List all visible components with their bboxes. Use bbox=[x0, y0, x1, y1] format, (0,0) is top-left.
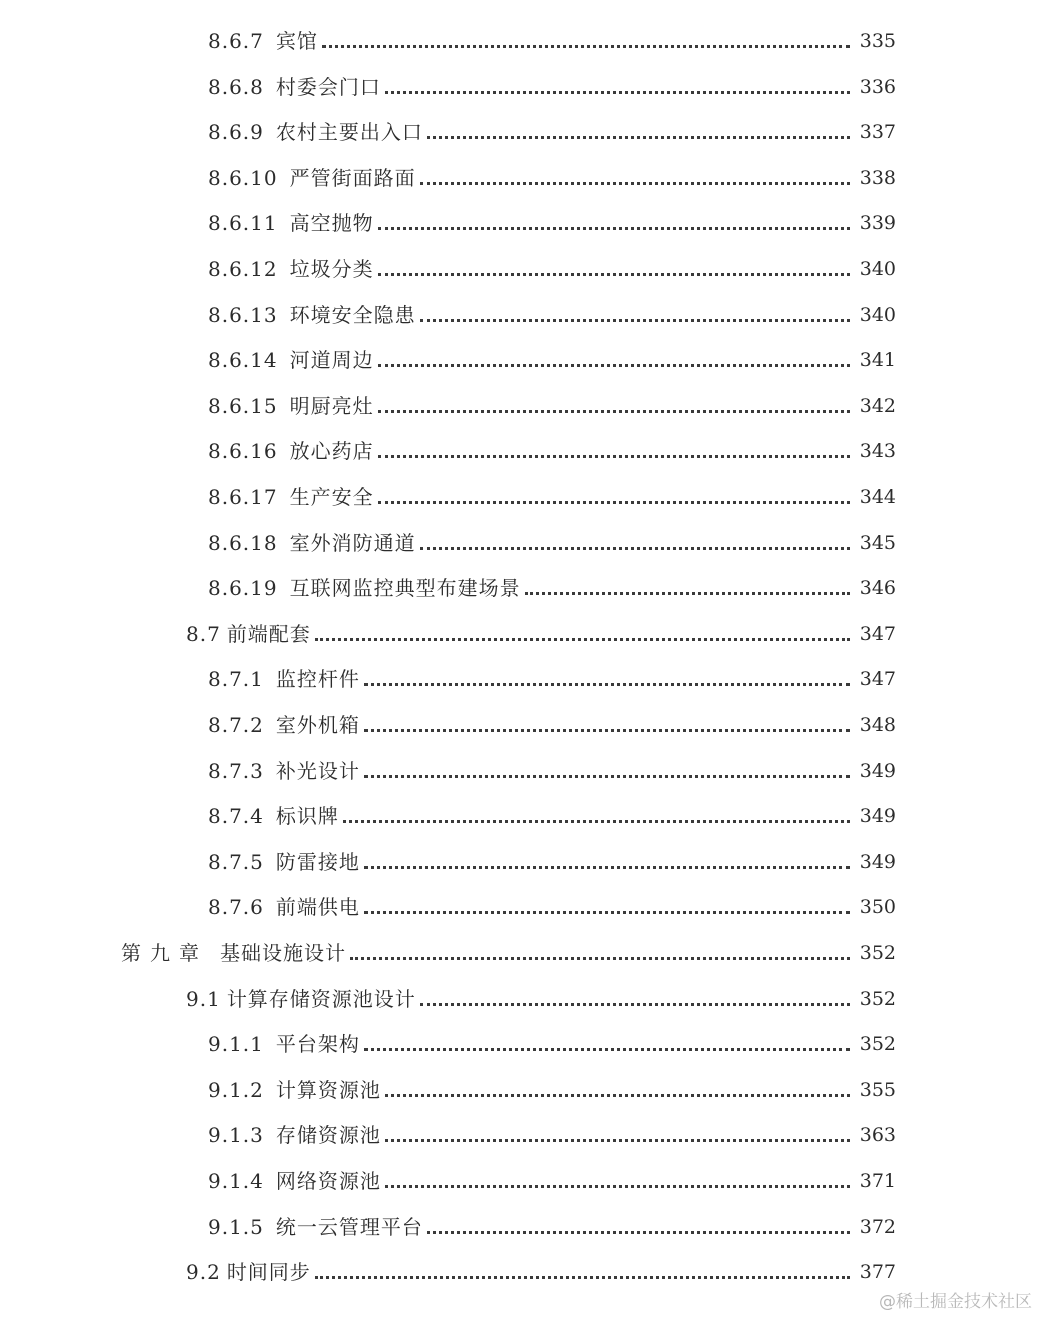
toc-entry-title: 宾馆 bbox=[275, 29, 318, 53]
toc-entry-title: 河道周边 bbox=[289, 348, 374, 373]
toc-entry-page: 339 bbox=[859, 212, 896, 235]
toc-entry-page: 345 bbox=[859, 531, 896, 554]
toc-entry-number: 9.1.4 bbox=[208, 1169, 264, 1193]
toc-dot-leader bbox=[427, 1231, 850, 1234]
toc-dot-leader bbox=[385, 1094, 850, 1097]
toc-dot-leader bbox=[378, 501, 850, 504]
toc-dot-leader bbox=[378, 227, 850, 230]
toc-entry-title: 严管街面路面 bbox=[289, 165, 416, 190]
toc-entry-number: 8.7.5 bbox=[208, 849, 264, 874]
toc-entry-number: 8.7.2 bbox=[208, 713, 264, 737]
toc-entry-title: 统一云管理平台 bbox=[275, 1214, 423, 1239]
toc-entry-page: 363 bbox=[859, 1124, 896, 1147]
toc-dot-leader bbox=[364, 911, 850, 914]
toc-entry-page: 348 bbox=[859, 714, 896, 736]
toc-dot-leader bbox=[385, 91, 850, 94]
toc-entry-page: 340 bbox=[859, 303, 896, 326]
toc-dot-leader bbox=[427, 136, 850, 139]
toc-dot-leader bbox=[350, 957, 850, 960]
toc-entry[interactable] bbox=[208, 206, 896, 236]
toc-entry-page: 344 bbox=[859, 486, 896, 508]
toc-entry-number: 8.6.10 bbox=[208, 165, 278, 190]
toc-entry-title: 网络资源池 bbox=[275, 1169, 381, 1193]
toc-entry[interactable] bbox=[208, 1118, 896, 1148]
toc-entry[interactable] bbox=[121, 936, 896, 966]
toc-entry-title: 互联网监控典型布建场景 bbox=[289, 576, 521, 601]
toc-dot-leader bbox=[378, 364, 850, 367]
toc-entry-number: 第九章 bbox=[121, 941, 208, 965]
toc-entry-number: 8.7.6 bbox=[208, 895, 264, 920]
toc-entry-number: 9.1.2 bbox=[208, 1077, 264, 1102]
toc-entry-number: 8.6.14 bbox=[208, 348, 278, 373]
toc-entry-title: 前端供电 bbox=[275, 895, 360, 920]
toc-entry-number: 9.1.3 bbox=[208, 1123, 264, 1148]
toc-entry-title: 前端配套 bbox=[226, 621, 311, 646]
toc-entry-title: 农村主要出入口 bbox=[275, 120, 423, 145]
toc-dot-leader bbox=[322, 45, 850, 48]
toc-dot-leader bbox=[420, 1003, 850, 1006]
toc-entry[interactable] bbox=[208, 1164, 896, 1194]
toc-entry[interactable] bbox=[208, 70, 896, 100]
toc-entry-page: 355 bbox=[859, 1078, 896, 1101]
toc-entry-number: 8.6.11 bbox=[208, 211, 278, 236]
toc-entry[interactable] bbox=[208, 298, 896, 328]
toc-entry-title: 放心药店 bbox=[289, 439, 374, 464]
toc-entry[interactable] bbox=[208, 845, 896, 875]
toc-entry[interactable] bbox=[208, 1210, 896, 1240]
toc-entry-number: 8.6.12 bbox=[208, 257, 278, 281]
toc-dot-leader bbox=[364, 729, 850, 732]
toc-entry-title: 垃圾分类 bbox=[289, 257, 374, 281]
toc-dot-leader bbox=[343, 820, 850, 823]
toc-entry-number: 8.7 bbox=[186, 621, 221, 646]
toc-entry-title: 补光设计 bbox=[275, 758, 360, 783]
toc-entry-page: 377 bbox=[859, 1261, 896, 1284]
toc-entry-title: 室外消防通道 bbox=[289, 530, 416, 555]
toc-dot-leader bbox=[378, 455, 850, 458]
toc-dot-leader bbox=[364, 683, 850, 686]
toc-entry-page: 337 bbox=[859, 121, 896, 144]
toc-entry-title: 时间同步 bbox=[226, 1260, 311, 1285]
toc-dot-leader bbox=[315, 1276, 850, 1279]
toc-entry[interactable] bbox=[208, 571, 896, 601]
toc-dot-leader bbox=[378, 410, 850, 413]
toc-entry-page: 347 bbox=[859, 622, 896, 645]
toc-entry-page: 336 bbox=[859, 75, 896, 98]
toc-entry[interactable] bbox=[208, 1073, 896, 1103]
toc-entry-title: 计算存储资源池设计 bbox=[226, 986, 416, 1011]
toc-entry-title: 室外机箱 bbox=[275, 713, 360, 737]
toc-entry-title: 平台架构 bbox=[275, 1032, 360, 1057]
toc-entry-number: 8.7.4 bbox=[208, 804, 264, 829]
toc-dot-leader bbox=[525, 592, 850, 595]
toc-entry-number: 8.6.13 bbox=[208, 302, 278, 327]
toc-entry-page: 349 bbox=[859, 805, 896, 828]
toc-entry-page: 371 bbox=[859, 1170, 896, 1192]
toc-entry[interactable] bbox=[186, 1255, 896, 1285]
toc-entry-page: 350 bbox=[859, 896, 896, 919]
toc-dot-leader bbox=[420, 319, 850, 322]
toc-entry-title: 生产安全 bbox=[289, 485, 374, 509]
toc-entry-page: 352 bbox=[859, 1033, 896, 1056]
toc-entry-title: 监控杆件 bbox=[275, 667, 360, 692]
toc-entry-title: 计算资源池 bbox=[275, 1077, 381, 1102]
toc-entry-number: 9.1.5 bbox=[208, 1214, 264, 1239]
toc-entry-number: 8.6.15 bbox=[208, 393, 278, 418]
toc-entry[interactable] bbox=[208, 343, 896, 373]
toc-entry-title: 存储资源池 bbox=[275, 1123, 381, 1148]
toc-entry[interactable] bbox=[208, 662, 896, 692]
toc-entry-page: 352 bbox=[859, 942, 896, 964]
toc-entry-page: 338 bbox=[859, 166, 896, 189]
toc-entry-number: 8.6.18 bbox=[208, 530, 278, 555]
toc-dot-leader bbox=[385, 1185, 850, 1188]
toc-entry-number: 9.1 bbox=[186, 986, 221, 1011]
toc-entry-title: 高空抛物 bbox=[289, 211, 374, 236]
toc-entry-page: 343 bbox=[859, 440, 896, 463]
toc-entry-page: 342 bbox=[859, 394, 896, 417]
toc-entry-page: 349 bbox=[859, 759, 896, 782]
toc-entry[interactable] bbox=[208, 161, 896, 191]
toc-entry[interactable] bbox=[186, 982, 896, 1012]
toc-entry-page: 346 bbox=[859, 577, 896, 600]
toc-entry-number: 8.6.17 bbox=[208, 485, 278, 509]
toc-dot-leader bbox=[364, 1048, 850, 1051]
toc-dot-leader bbox=[385, 1139, 850, 1142]
toc-entry-page: 347 bbox=[859, 668, 896, 691]
toc-entry[interactable] bbox=[208, 708, 896, 738]
toc-dot-leader bbox=[420, 182, 850, 185]
toc-entry-number: 8.6.7 bbox=[208, 29, 264, 53]
toc-entry-page: 340 bbox=[859, 258, 896, 280]
toc-entry[interactable] bbox=[208, 754, 896, 784]
toc-dot-leader bbox=[378, 273, 850, 276]
toc-dot-leader bbox=[364, 775, 850, 778]
toc-entry[interactable] bbox=[208, 389, 896, 419]
toc-entry-title: 基础设施设计 bbox=[220, 941, 346, 965]
toc-dot-leader bbox=[420, 547, 850, 550]
toc-entry-number: 9.1.1 bbox=[208, 1032, 264, 1057]
toc-entry-number: 8.7.1 bbox=[208, 667, 264, 692]
toc-entry[interactable] bbox=[208, 890, 896, 920]
watermark: @稀土掘金技术社区 bbox=[879, 1292, 1032, 1312]
toc-dot-leader bbox=[364, 866, 850, 869]
toc-entry[interactable] bbox=[208, 799, 896, 829]
toc-entry-page: 341 bbox=[859, 349, 896, 372]
toc-entry[interactable] bbox=[208, 24, 896, 54]
toc-entry-title: 村委会门口 bbox=[275, 74, 381, 99]
toc-entry-number: 8.6.9 bbox=[208, 120, 264, 145]
toc-entry[interactable] bbox=[208, 480, 896, 510]
toc-entry[interactable] bbox=[208, 526, 896, 556]
toc-entry-number: 8.7.3 bbox=[208, 758, 264, 783]
toc-entry[interactable] bbox=[208, 252, 896, 282]
toc-entry-page: 349 bbox=[859, 850, 896, 873]
toc-entry-title: 明厨亮灶 bbox=[289, 393, 374, 418]
toc-entry-page: 335 bbox=[859, 30, 896, 52]
toc-entry-number: 8.6.19 bbox=[208, 576, 278, 601]
toc-entry-page: 372 bbox=[859, 1215, 896, 1238]
toc-entry[interactable] bbox=[208, 1027, 896, 1057]
toc-dot-leader bbox=[315, 638, 850, 641]
toc-entry-title: 防雷接地 bbox=[275, 849, 360, 874]
toc-entry[interactable] bbox=[186, 617, 896, 647]
toc-entry-number: 8.6.16 bbox=[208, 439, 278, 464]
toc-entry-title: 环境安全隐患 bbox=[289, 302, 416, 327]
toc-entry-number: 9.2 bbox=[186, 1260, 221, 1285]
toc-entry-page: 352 bbox=[859, 987, 896, 1010]
toc-entry-title: 标识牌 bbox=[275, 804, 339, 829]
toc-entry[interactable] bbox=[208, 434, 896, 464]
toc-entry-number: 8.6.8 bbox=[208, 74, 264, 99]
toc-entry[interactable] bbox=[208, 115, 896, 145]
